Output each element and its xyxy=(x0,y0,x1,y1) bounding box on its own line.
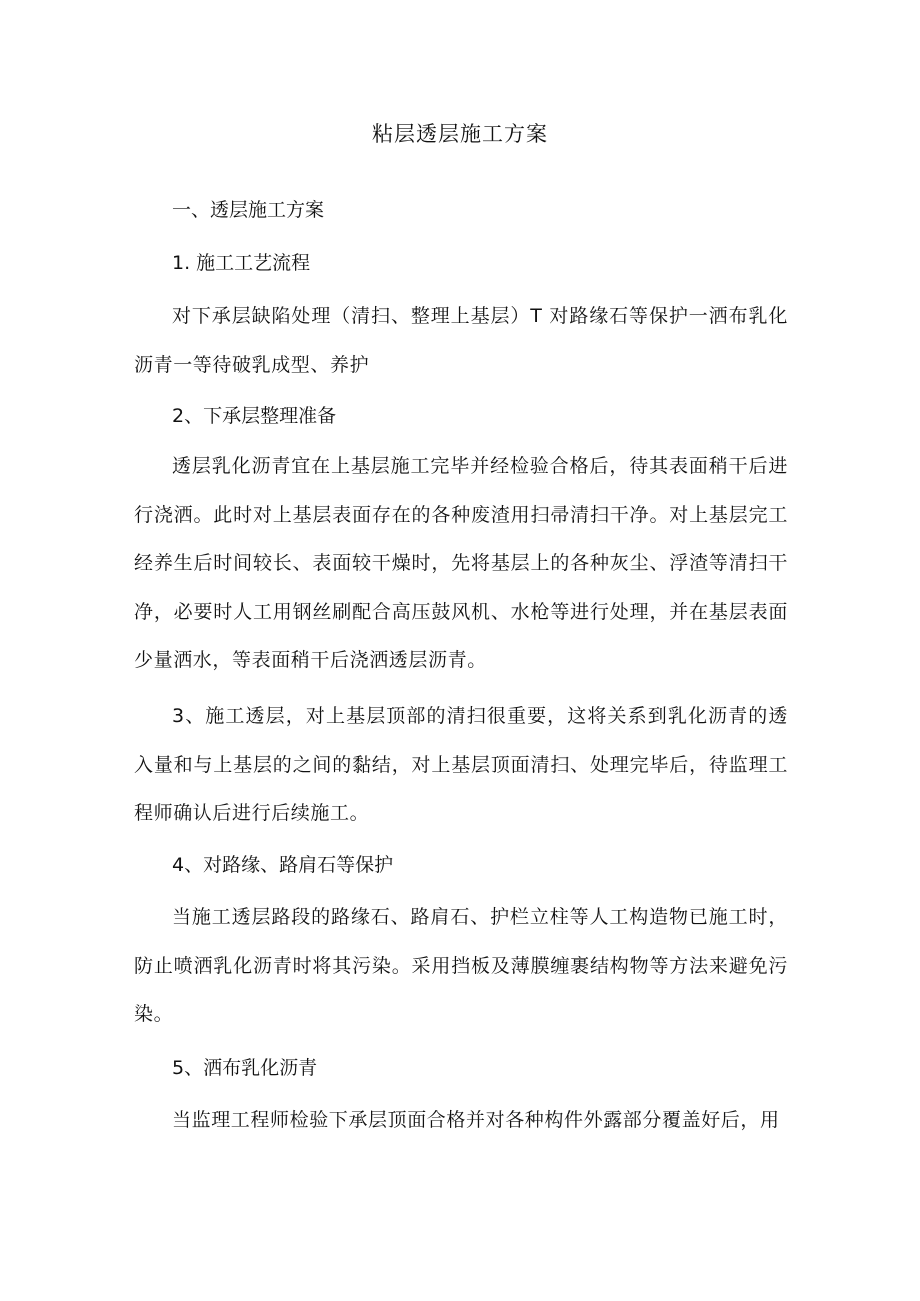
item-heading: 4、对路缘、路肩石等保护 xyxy=(172,854,394,876)
item-heading: 2、下承层整理准备 xyxy=(172,405,337,427)
paragraph: 透层乳化沥青宜在上基层施工完毕并经检验合格后，待其表面稍干后进行浇洒。此时对上基层表面存在的各种废渣用扫帚清扫干净。对上基层完工经养生后时间较长、表面较干燥时，先将基层上的各种灰尘、浮渣等清扫干净，必要时人工用钢丝刷配合高压鼓风机、水枪等进行处理，并在基层表面少量洒水，等表面稍干后浇洒透层沥青。 xyxy=(134,455,788,671)
item-heading: 1. 施工工艺流程 xyxy=(172,252,311,274)
paragraph: 对下承层缺陷处理（清扫、整理上基层）T 对路缘石等保护一洒布乳化沥青一等待破乳成型、养护 xyxy=(134,305,788,376)
paragraph: 3、施工透层，对上基层顶部的清扫很重要，这将关系到乳化沥青的透入量和与上基层的之间的黏结，对上基层顶面清扫、处理完毕后，待监理工程师确认后进行后续施工。 xyxy=(134,705,788,824)
paragraph: 当监理工程师检验下承层顶面合格并对各种构件外露部分覆盖好后，用 xyxy=(172,1109,780,1131)
page-title: 粘层透层施工方案 xyxy=(372,122,548,146)
paragraph: 当施工透层路段的路缘石、路肩石、护栏立柱等人工构造物已施工时，防止喷洒乳化沥青时将其污染。采用挡板及薄膜缠裹结构物等方法来避免污染。 xyxy=(134,906,788,1025)
item-heading: 5、洒布乳化沥青 xyxy=(172,1057,318,1079)
section-heading: 一、透层施工方案 xyxy=(172,199,325,221)
